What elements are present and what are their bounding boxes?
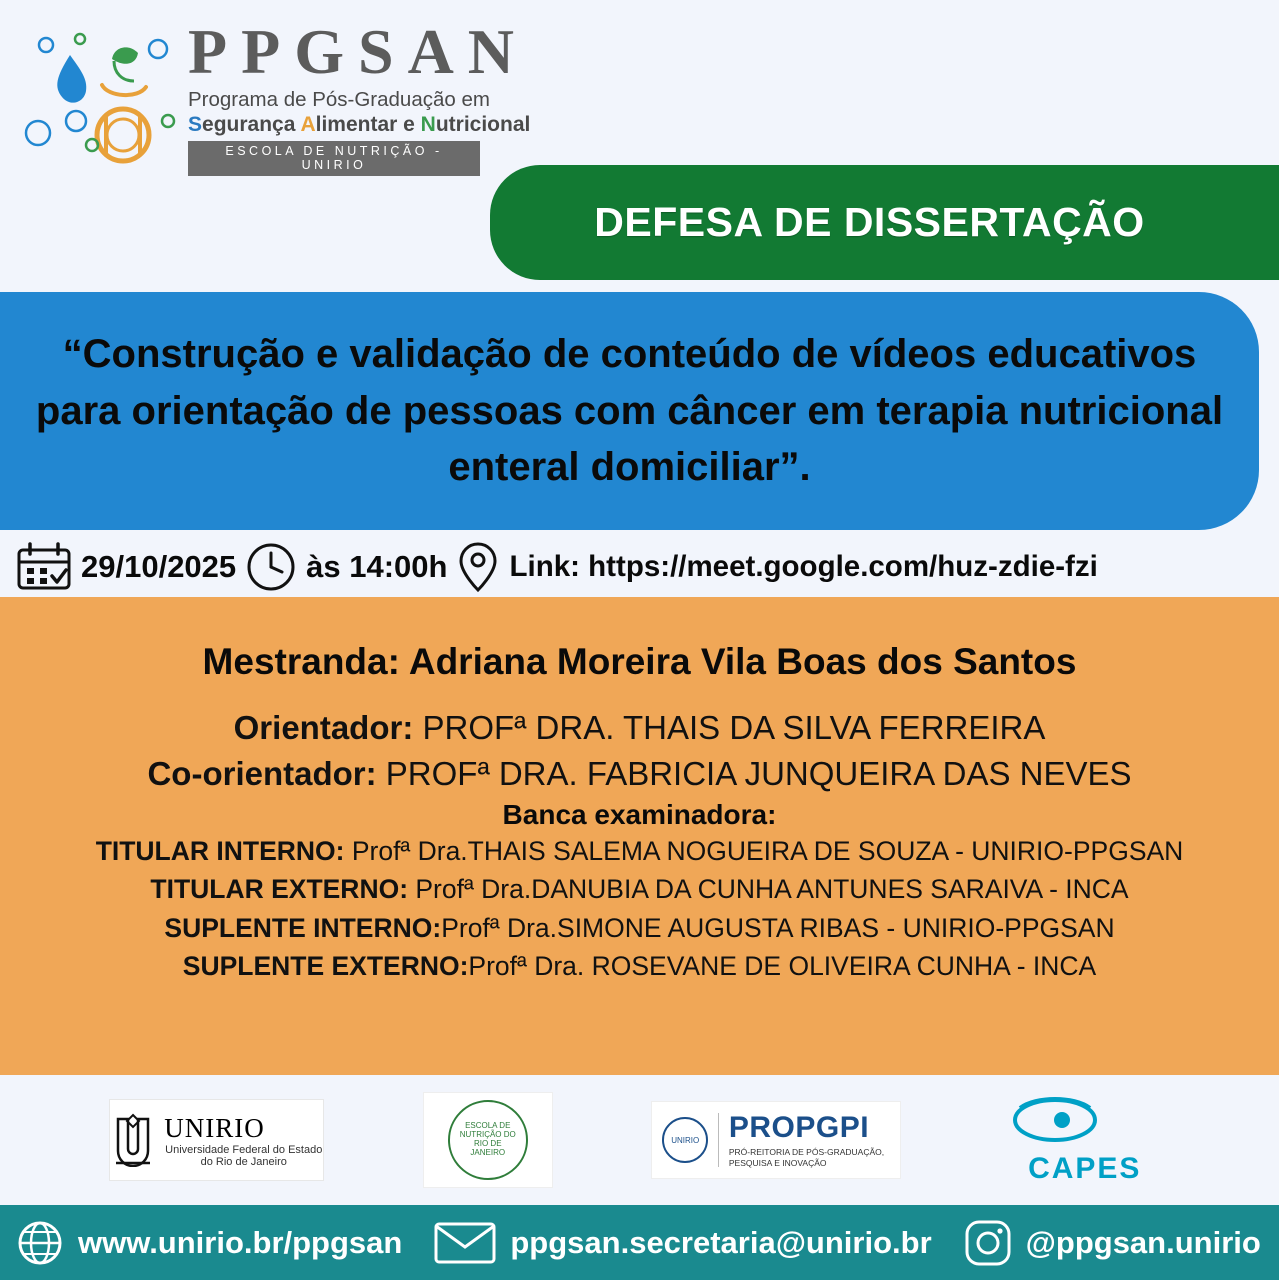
email-text[interactable]: ppgsan.secretaria@unirio.br (510, 1224, 932, 1260)
propgpi-name: PROPGPI (728, 1111, 870, 1145)
banca-name: Profª Dra.THAIS SALEMA NOGUEIRA DE SOUZA - UNIRIO-PPGSAN (344, 836, 1184, 866)
ppgsan-logo (18, 14, 530, 176)
ppgsan-letter-s: S (188, 113, 203, 136)
banca-role: SUPLENTE INTERNO: (164, 912, 442, 943)
escola-nutricao-seal-icon: ESCOLA DE NUTRIÇÃO DO RIO DE JANEIRO (448, 1100, 528, 1180)
banca-role: SUPLENTE EXTERNO: (182, 950, 469, 981)
calendar-icon (16, 542, 72, 592)
dissertation-title: “Construção e validação de conteúdo de vídeos educativos para orientação de pessoas com câncer em terapia nutricional enteral domiciliar”. (35, 331, 1224, 490)
location-pin-icon (456, 540, 500, 594)
unirio-glyph-icon (110, 1113, 156, 1167)
mestranda-name: Adriana Moreira Vila Boas dos Santos (408, 641, 1077, 682)
capes-logo (1000, 1094, 1170, 1186)
escola-nutricao-logo (423, 1092, 553, 1188)
event-date: 29/10/2025 (81, 549, 237, 584)
unirio-logo (109, 1099, 324, 1181)
contact-footer (0, 1205, 1279, 1280)
banca-role: TITULAR EXTERNO: (150, 874, 409, 905)
globe-icon (16, 1219, 64, 1267)
dissertation-title-banner (0, 292, 1259, 530)
coorientador-label: Co-orientador: (147, 755, 377, 792)
sponsor-logos (0, 1075, 1279, 1205)
propgpi-logo (651, 1101, 901, 1179)
meeting-link[interactable]: Link: https://meet.google.com/huz-zdie-fzi (509, 550, 1098, 583)
coorientador-name: PROFª DRA. FABRICIA JUNQUEIRA DAS NEVES (385, 755, 1132, 792)
capes-name: CAPES (1028, 1152, 1142, 1185)
instagram-text[interactable]: @ppgsan.unirio (1025, 1224, 1261, 1260)
coorientador-row (18, 755, 1261, 793)
banca-member-row (18, 910, 1261, 946)
propgpi-unirio-circle-icon: UNIRIO (662, 1117, 708, 1163)
website-text[interactable]: www.unirio.br/ppgsan (78, 1224, 403, 1260)
propgpi-divider (718, 1113, 719, 1167)
unirio-name: UNIRIO (164, 1112, 265, 1143)
ppgsan-logo-mark (18, 25, 178, 165)
mestranda-row (18, 641, 1261, 683)
envelope-icon (434, 1221, 496, 1265)
banca-role: TITULAR INTERNO: (95, 836, 345, 866)
banca-name: Profª Dra.SIMONE AUGUSTA RIBAS - UNIRIO-PPGSAN (441, 912, 1115, 943)
ppgsan-letter-a: A (300, 113, 316, 136)
banca-member-row (18, 833, 1261, 869)
unirio-subtitle: Universidade Federal do Estado do Rio de Janeiro (165, 1143, 323, 1168)
banca-title: Banca examinadora: (502, 799, 777, 830)
event-info-line (16, 537, 1269, 597)
ppgsan-acronym: PPGSAN (188, 16, 528, 87)
event-time: às 14:00h (306, 549, 448, 584)
orientador-name: PROFª DRA. THAIS DA SILVA FERREIRA (422, 709, 1046, 746)
banca-member-row (18, 871, 1261, 907)
banca-name: Profª Dra.DANUBIA DA CUNHA ANTUNES SARAIVA - INCA (408, 874, 1129, 905)
ppgsan-subtitle-line2 (188, 113, 530, 137)
event-type-banner (490, 165, 1279, 280)
ppgsan-word-seguranca: egurança (202, 113, 301, 136)
capes-mark-icon (1000, 1094, 1170, 1150)
orientador-row (18, 709, 1261, 747)
propgpi-subtitle: PRÓ-REITORIA DE PÓS-GRADUAÇÃO, PESQUISA E INOVAÇÃO (728, 1147, 885, 1168)
clock-icon (245, 541, 297, 593)
ppgsan-school-line: ESCOLA DE NUTRIÇÃO - UNIRIO (188, 141, 480, 176)
instagram-icon (964, 1219, 1012, 1267)
people-section (0, 597, 1279, 1075)
banca-member-row (18, 948, 1261, 984)
orientador-label: Orientador: (233, 709, 414, 746)
ppgsan-word-nutricional: utricional (435, 113, 531, 136)
event-type-label: DEFESA DE DISSERTAÇÃO (594, 199, 1145, 245)
ppgsan-subtitle-line1: Programa de Pós-Graduação em (188, 88, 490, 111)
banca-name: Profª Dra. ROSEVANE DE OLIVEIRA CUNHA - INCA (468, 950, 1097, 981)
mestranda-label: Mestranda: (202, 641, 400, 682)
ppgsan-logo-text (188, 14, 530, 176)
ppgsan-word-alimentar: limentar e (315, 113, 421, 136)
ppgsan-letter-n: N (420, 113, 436, 136)
